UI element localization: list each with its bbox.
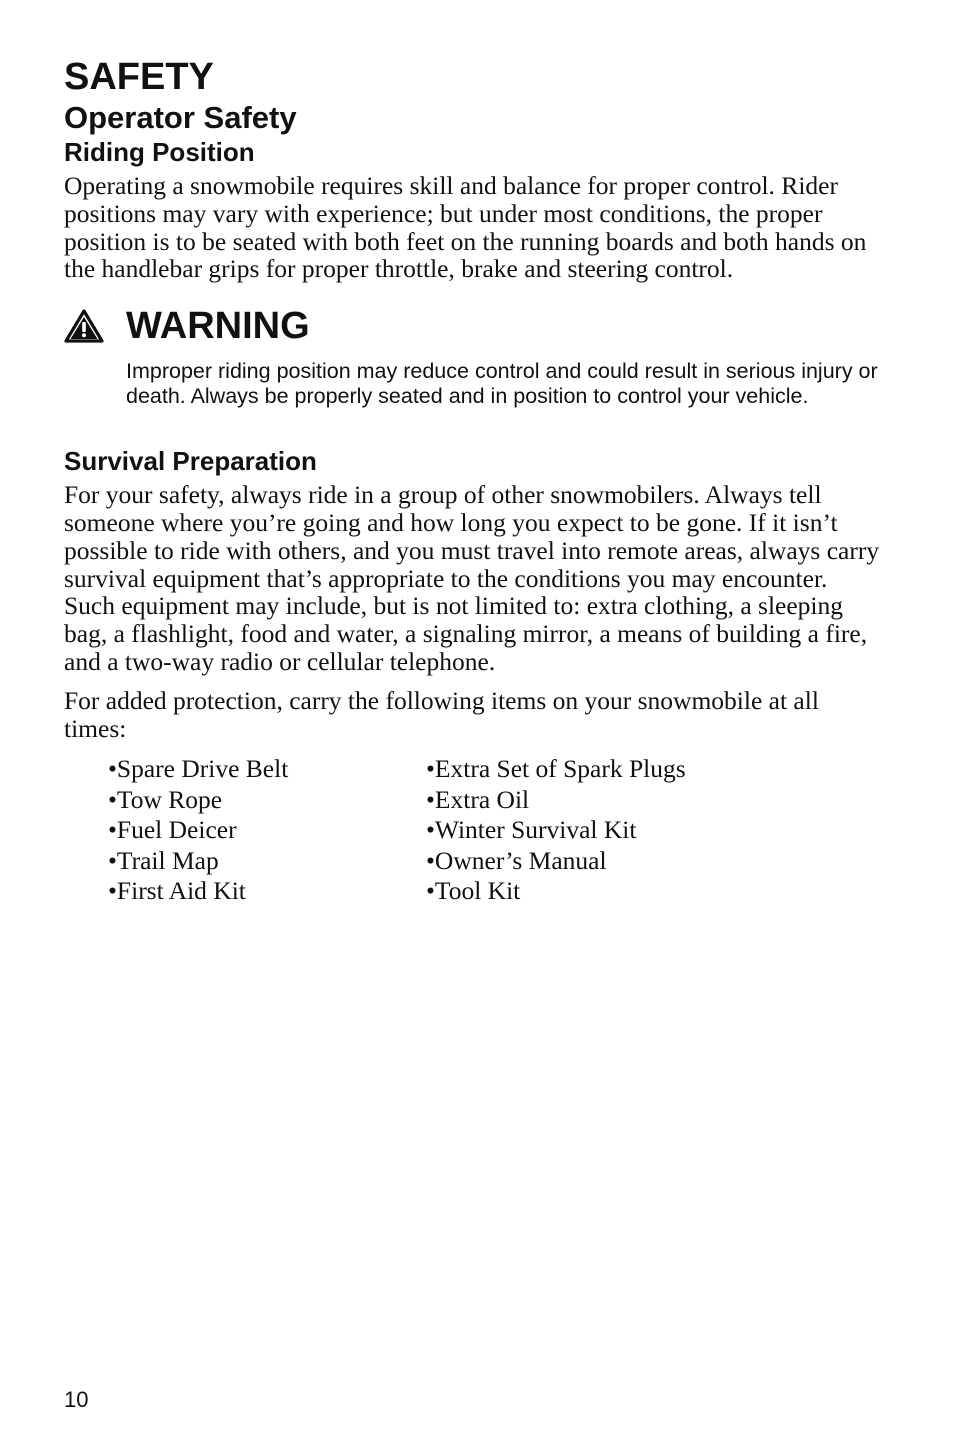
list-item: •Tool Kit bbox=[426, 876, 521, 906]
list-item: •Trail Map bbox=[108, 845, 219, 875]
list-item: •Tow Rope bbox=[108, 784, 223, 814]
warning-block bbox=[64, 303, 884, 409]
section-title: SAFETY bbox=[64, 56, 214, 98]
riding-position-text: Operating a snowmobile requires skill and balance for proper control. Rider positions may vary with experience; but under most conditions, the proper position is to be seated with both feet on the running boards and both hands on the handlebar grips for proper throttle, brake and steering control. bbox=[64, 171, 867, 284]
subsection-title: Operator Safety bbox=[64, 100, 297, 135]
warning-title: WARNING bbox=[126, 305, 310, 348]
manual-page bbox=[64, 54, 884, 910]
equipment-list-left bbox=[108, 754, 288, 907]
equipment-list-right bbox=[426, 754, 686, 907]
riding-position-heading: Riding Position bbox=[64, 137, 255, 167]
list-item: •Extra Set of Spark Plugs bbox=[426, 754, 686, 784]
list-item: •First Aid Kit bbox=[108, 876, 246, 906]
survival-preparation-heading: Survival Preparation bbox=[64, 446, 317, 477]
list-item: •Owner’s Manual bbox=[426, 845, 607, 875]
list-item: •Fuel Deicer bbox=[108, 815, 237, 845]
list-item: •Extra Oil bbox=[426, 784, 530, 814]
warning-header bbox=[64, 303, 884, 349]
equipment-list bbox=[108, 754, 884, 910]
survival-paragraph-1: For your safety, always ride in a group of other snowmobilers. Always tell someone where you’re going and how long you expect to be gone. If it isn’t possible to ride with others, and you must travel into remote areas, always carry survival equipment that’s appropriate to the conditions you may encounter. Such equipment may include, but is not limited to: extra clothing, a sleeping bag, a flashlight, food and water, a signaling mirror, a means of building a fire, and a two-way radio or cellular telephone. bbox=[64, 480, 880, 676]
page-number: 10 bbox=[64, 1387, 89, 1412]
warning-triangle-icon bbox=[64, 309, 104, 343]
warning-text: Improper riding position may reduce control and could result in serious injury or death. Always be properly seated and in position to control your vehicle. bbox=[126, 359, 878, 409]
list-item: •Winter Survival Kit bbox=[426, 815, 637, 845]
list-item: •Spare Drive Belt bbox=[108, 754, 289, 784]
survival-paragraph-2: For added protection, carry the following items on your snowmobile at all times: bbox=[64, 685, 819, 743]
